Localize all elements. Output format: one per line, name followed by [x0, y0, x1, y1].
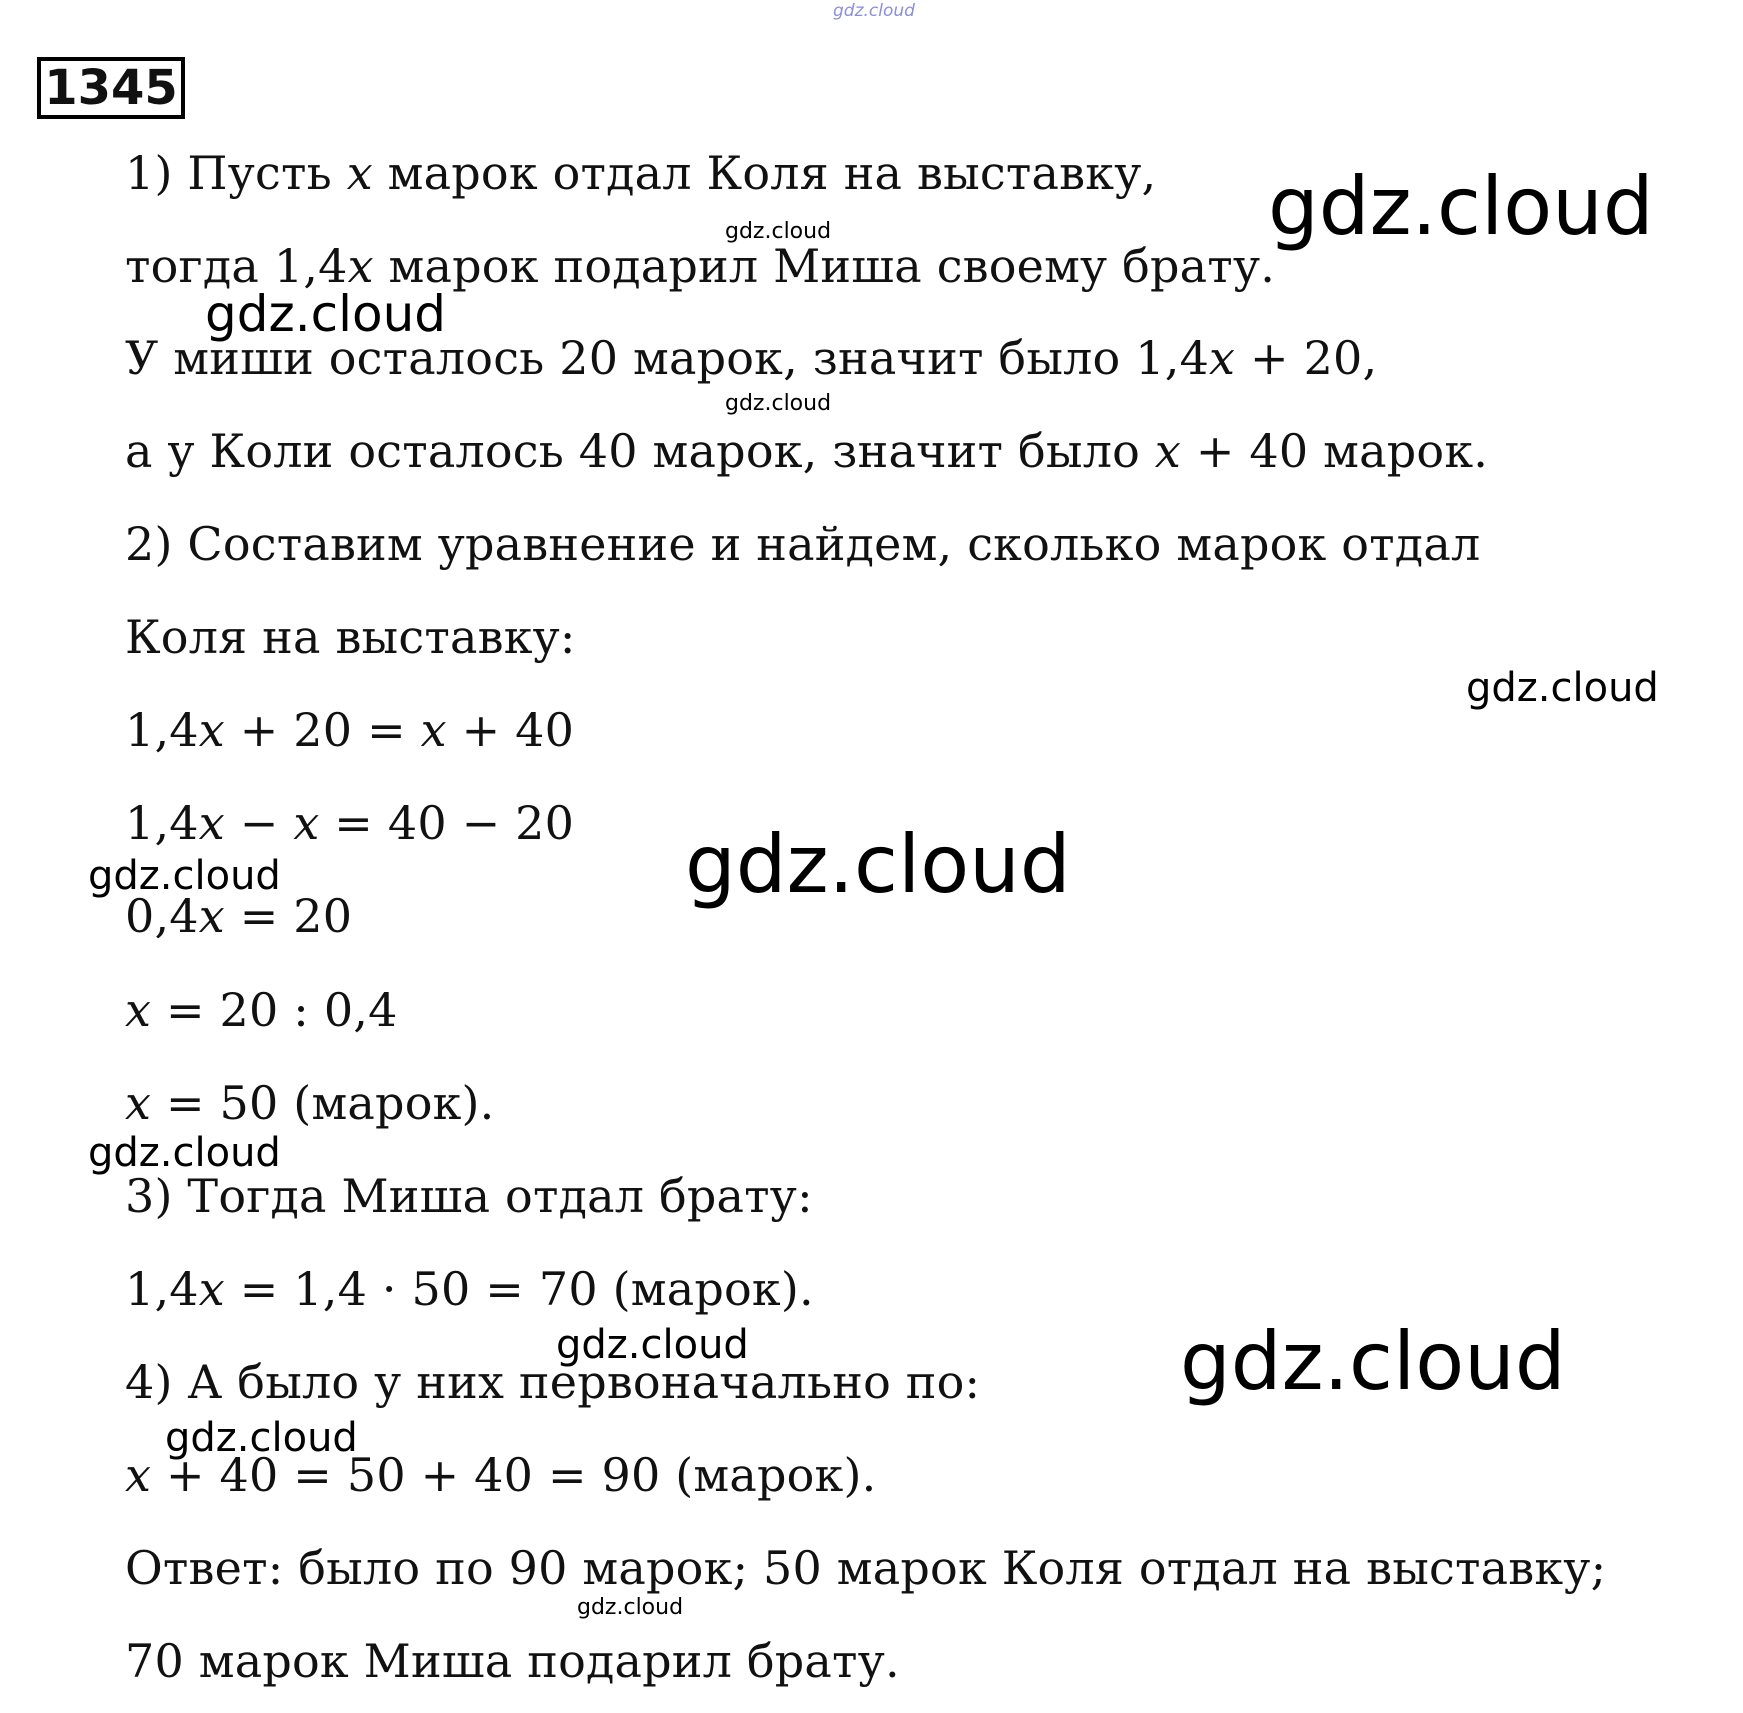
watermark-medium-2: gdz.cloud — [1466, 665, 1659, 711]
equation-line-4: x = 20 : 0,4 — [125, 983, 398, 1037]
problem-number-box: 1345 — [37, 57, 185, 119]
equation-line-6: 1,4x = 1,4 · 50 = 70 (марок). — [125, 1262, 814, 1316]
solution-line-5: 2) Составим уравнение и найдем, сколько марок отдал — [125, 517, 1481, 571]
answer-line-1: Ответ: было по 90 марок; 50 марок Коля отдал на выставку; — [125, 1541, 1607, 1595]
solution-line-2: тогда 1,4x марок подарил Миша своему брату. — [125, 239, 1276, 293]
watermark-medium-3: gdz.cloud — [88, 853, 281, 899]
watermark-medium-5: gdz.cloud — [556, 1322, 749, 1368]
equation-line-5: x = 50 (марок). — [125, 1076, 495, 1130]
watermark-medium-4: gdz.cloud — [88, 1130, 281, 1176]
watermark-large-2: gdz.cloud — [685, 818, 1071, 911]
solution-line-3: У миши осталось 20 марок, значит было 1,4x + 20, — [125, 331, 1378, 385]
watermark-medium-1: gdz.cloud — [205, 285, 447, 343]
watermark-large-3: gdz.cloud — [1180, 1315, 1566, 1408]
solution-line-4: а у Коли осталось 40 марок, значит было x + 40 марок. — [125, 424, 1489, 478]
equation-line-3: 0,4x = 20 — [125, 889, 353, 943]
watermark-small-1: gdz.cloud — [725, 219, 832, 244]
solution-line-step4: 4) А было у них первоначально по: — [125, 1355, 981, 1409]
solution-line-6: Коля на выставку: — [125, 610, 576, 664]
equation-line-2: 1,4x − x = 40 − 20 — [125, 796, 575, 850]
watermark-top: gdz.cloud — [833, 1, 915, 21]
solution-line-step3: 3) Тогда Миша отдал брату: — [125, 1169, 813, 1223]
equation-line-7: x + 40 = 50 + 40 = 90 (марок). — [125, 1448, 877, 1502]
watermark-small-3: gdz.cloud — [577, 1595, 684, 1620]
watermark-medium-6: gdz.cloud — [165, 1415, 358, 1461]
answer-line-2: 70 марок Миша подарил брату. — [125, 1634, 900, 1688]
equation-line-1: 1,4x + 20 = x + 40 — [125, 703, 575, 757]
solution-line-1: 1) Пусть x марок отдал Коля на выставку, — [125, 146, 1157, 200]
watermark-small-2: gdz.cloud — [725, 391, 832, 416]
watermark-large-1: gdz.cloud — [1268, 160, 1654, 253]
